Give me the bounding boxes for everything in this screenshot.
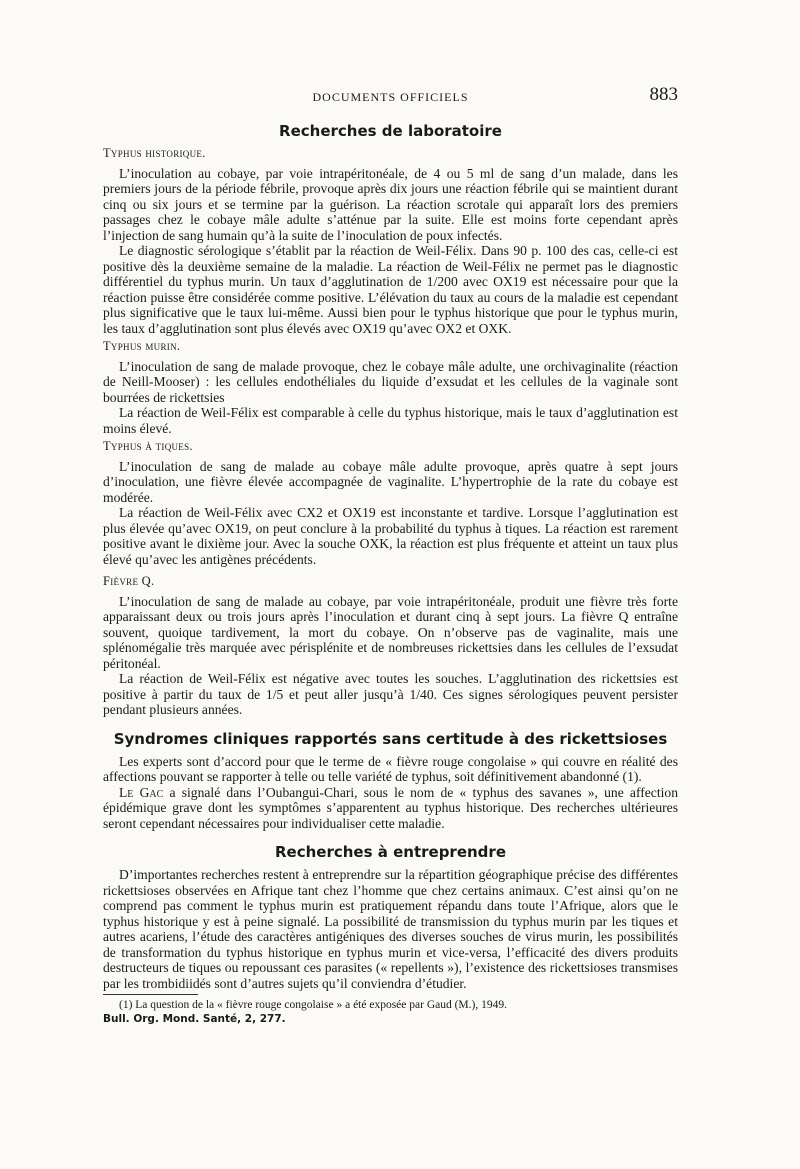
running-header [103,84,678,108]
paragraph: L’inoculation au cobaye, par voie intrapéritonéale, de 4 ou 5 ml de sang d’un malade, dans les premiers jours de la période fébrile, provoque après dix jours une réaction fébrile qui se maintient durant cinq ou six jours et se termine par la guérison. La réaction scrotale qui apparaît lors des premiers passages chez le cobaye mâle adulte s’atténue par la suite. Elle est moins forte cependant après l’injection de sang humain qu’à la suite de l’inoculation de poux infectés. [103,165,678,243]
subheading-typhus-tiques: Typhus à tiques. [103,439,193,453]
subheading-typhus-murin: Typhus murin. [103,339,181,353]
paragraph: La réaction de Weil-Félix avec CX2 et OX19 est inconstante et tardive. Lorsque l’agglutination est plus élevée qu’avec OX19, on peut conclure à la probabilité du typhus à tiques. La réaction est rarement positive avant le dixième jour. Avec la souche OXK, la réaction est plus fréquente et atteint un taux plus élevé qu’avec les antigènes précédents. [103,505,678,567]
footnote-reference: Bull. Org. Mond. Santé, 2, 277. [103,1013,286,1025]
subheading-typhus-historique: Typhus historique. [103,146,206,160]
section-title-laboratoire: Recherches de laboratoire [279,122,502,140]
paragraph: L’inoculation de sang de malade au cobaye mâle adulte provoque, après quatre à sept jours d’inoculation, une fièvre élevée accompagnée de vaginalite. L’hypertrophie de la rate du cobaye est modérée. [103,458,678,505]
running-title: DOCUMENTS OFFICIELS [312,90,469,104]
paragraph: Les experts sont d’accord pour que le terme de « fièvre rouge congolaise » qui couvre en réalité des affections pouvant se rapporter à telle ou telle variété de typhus, soit définitivement abandonné (1). [103,753,678,784]
paragraph: La réaction de Weil-Félix est comparable à celle du typhus historique, mais le taux d’agglutination est moins élevé. [103,405,678,436]
paragraph-text: a signalé dans l’Oubangui-Chari, sous le nom de « typhus des savanes », une affection épidémique grave dont les symptômes s’apparentent au typhus historique. Des recherches ultérieures seront cependant nécessaires pour individualiser cette maladie. [103,784,678,831]
subheading-fievre-q: Fièvre Q. [103,574,155,588]
section-title-syndromes: Syndromes cliniques rapportés sans certitude à des rickettsioses [113,729,668,748]
paragraph: L’inoculation de sang de malade au cobaye, par voie intrapéritonéale, produit une fièvre très forte apparaissant deux ou trois jours après l’inoculation et durant cinq à sept jours. La fièvre Q entraîne souvent, quoique tardivement, la mort du cobaye. On n’observe pas de vaginalite, mais une splénomégalie très marquée avec périsplénite et de nombreuses rickettsies dans les cellules de l’exsudat péritonéal. [103,593,678,671]
footnote [103,998,678,1026]
section-title-recherches: Recherches à entreprendre [275,843,506,861]
paragraph: D’importantes recherches restent à entreprendre sur la répartition géographique précise des différentes rickettsioses observées en Afrique tant chez l’homme que chez certains animaux. C’est ainsi qu’on ne comprend pas comment le typhus murin est pratiquement répandu dans toute l’Afrique, alors que le typhus historique y est à peine signalé. La possibilité de transmission du typhus murin par les tiques et autres acariens, l’étude des caractères antigéniques des diverses souches de virus murin, les possibilités de transformation du typhus historique en typhus murin et vice-versa, l’efficacité des divers produits destructeurs de tiques ou repoussant ces parasites (« repellents »), l’existence des rickettsioses transmises par les trombidiidés sont d’autres sujets qu’il conviendra d’étudier. [103,867,678,991]
page-body [103,122,678,1026]
author-name: Le Gac [119,784,164,800]
footnote-text: (1) La question de la « fièvre rouge congolaise » a été exposée par Gaud (M.), 1949. [119,999,507,1011]
paragraph: La réaction de Weil-Félix est négative avec toutes les souches. L’agglutination des rickettsies est positive à partir du taux de 1/5 et peut aller jusqu’à 1/40. Ces signes sérologiques peuvent persister pendant plusieurs années. [103,671,678,717]
page-number: 883 [649,84,678,105]
paragraph [103,785,678,832]
paragraph: L’inoculation de sang de malade provoque, chez le cobaye mâle adulte, une orchivaginalite (réaction de Neill-Mooser) : les cellules endothéliales du liquide d’exsudat et les cellules de la vaginale sont bourrées de rickettsies [103,358,678,405]
footnote-divider [103,994,198,995]
paragraph: Le diagnostic sérologique s’établit par la réaction de Weil-Félix. Dans 90 p. 100 des cas, celle-ci est positive dès la deuxième semaine de la maladie. La réaction de Weil-Félix ne permet pas le diagnostic différentiel du typhus murin. Un taux d’agglutination de 1/200 avec OX19 est nécessaire pour que la réaction puisse être considérée comme positive. L’élévation du taux au cours de la maladie est cependant plus significative que le taux lui-même. Aussi bien pour le typhus historique que pour le typhus murin, les taux d’agglutination sont plus élevés avec OX19 qu’avec OX2 et OXK. [103,243,678,336]
